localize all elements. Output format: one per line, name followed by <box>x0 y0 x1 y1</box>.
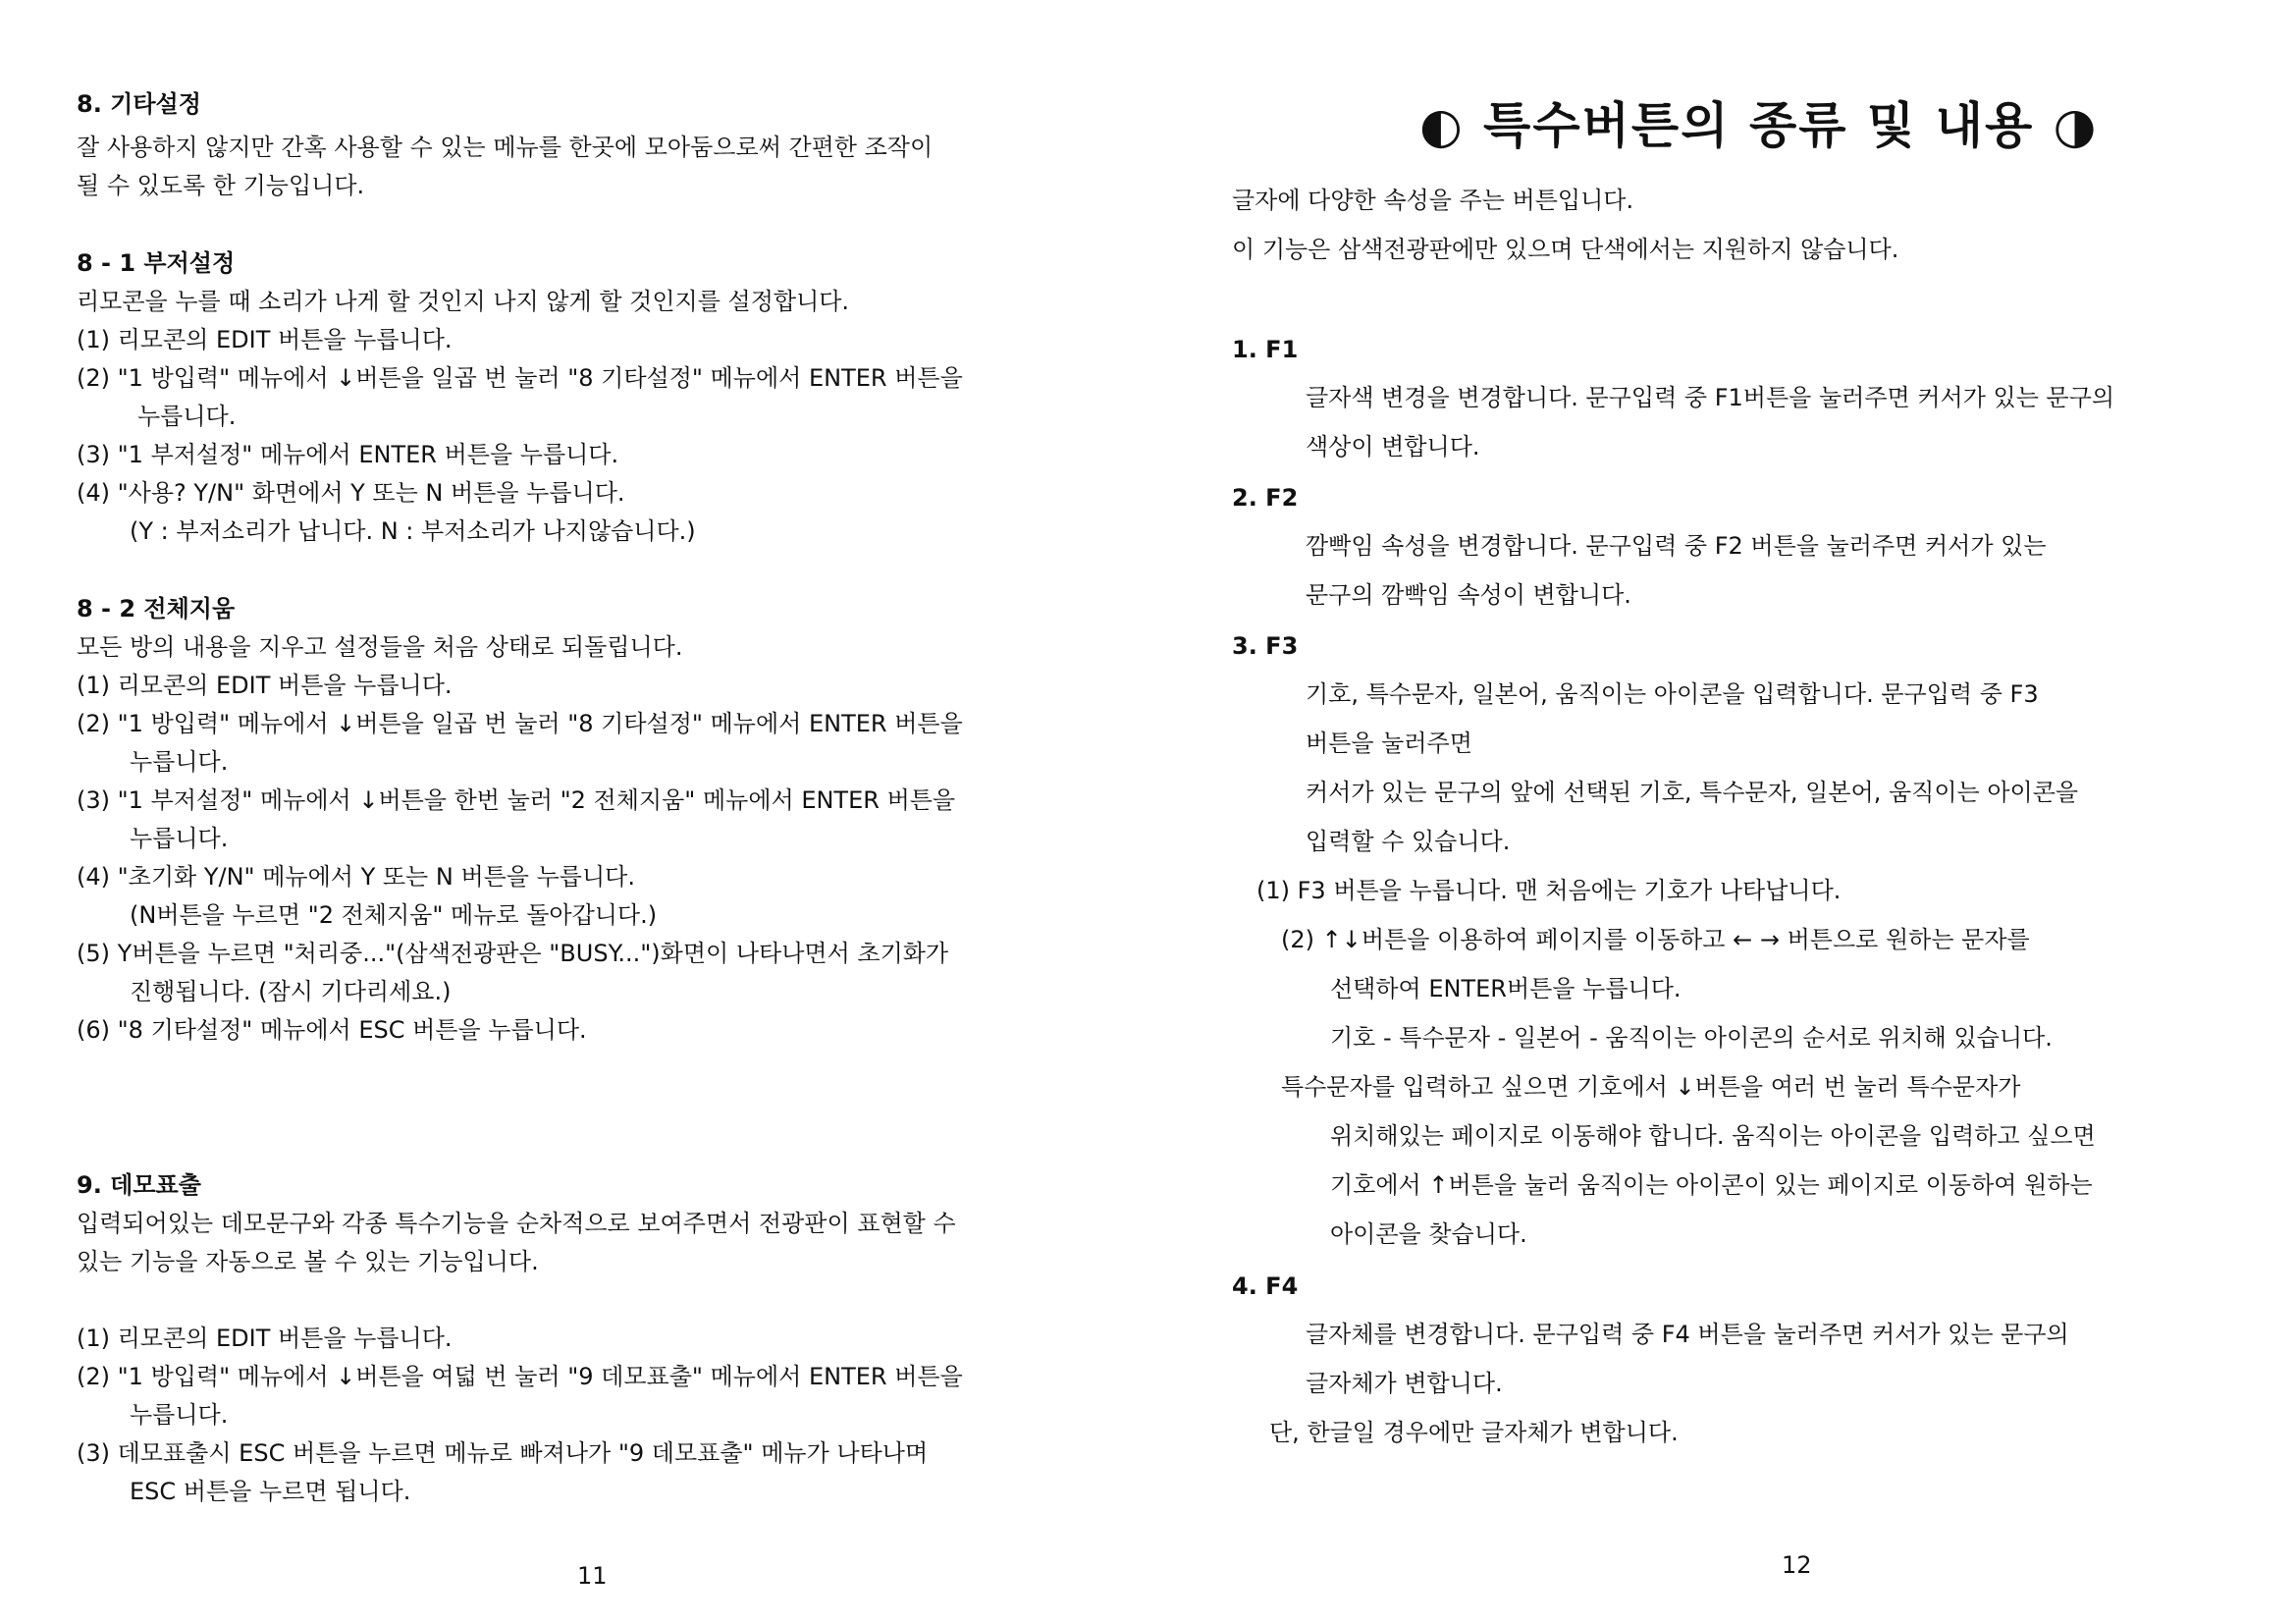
f3-line: (2) ↑↓버튼을 이용하여 페이지를 이동하고 ← → 버튼으로 원하는 문자를 <box>1281 926 2030 953</box>
f4-line: 단, 한글일 경우에만 글자체가 변합니다. <box>1269 1419 1679 1446</box>
f2-line: 문구의 깜빡임 속성이 변합니다. <box>1306 581 1631 609</box>
section-9-line: (3) 데모표출시 ESC 버튼을 누르면 메뉴로 빠져나가 "9 데모표출" 메뉴가 나타나며 <box>77 1439 929 1467</box>
f1-title: 1. F1 <box>1232 336 1299 363</box>
section-8-2-line: (4) "초기화 Y/N" 메뉴에서 Y 또는 N 버튼을 누릅니다. <box>77 863 635 891</box>
f1-line: 글자색 변경을 변경합니다. 문구입력 중 F1버튼을 눌러주면 커서가 있는 문구의 <box>1306 384 2115 411</box>
left-page <box>0 0 1139 1623</box>
section-8-1-line: 누릅니다. <box>137 403 237 430</box>
section-8-1-line: (1) 리모콘의 EDIT 버튼을 누릅니다. <box>77 326 453 353</box>
f3-line: 위치해있는 페이지로 이동해야 합니다. 움직이는 아이콘을 입력하고 싶으면 <box>1330 1122 2096 1150</box>
section-8-2-line: 누릅니다. <box>130 748 229 776</box>
f3-line: 특수문자를 입력하고 싶으면 기호에서 ↓버튼을 여러 번 눌러 특수문자가 <box>1281 1073 2021 1101</box>
section-8-2-line: 모든 방의 내용을 지우고 설정들을 처음 상태로 되돌립니다. <box>77 633 683 661</box>
section-8-1-title: 8 - 1 부저설정 <box>77 249 236 277</box>
f4-line: 글자체가 변합니다. <box>1306 1370 1503 1397</box>
section-8-1-line: (Y : 부저소리가 납니다. N : 부저소리가 나지않습니다.) <box>130 517 696 545</box>
section-8-intro-line: 잘 사용하지 않지만 간혹 사용할 수 있는 메뉴를 한곳에 모아둠으로써 간편한 조작이 <box>77 134 934 161</box>
f3-line: 기호 - 특수문자 - 일본어 - 움직이는 아이콘의 순서로 위치해 있습니다. <box>1330 1024 2053 1052</box>
f3-line: 커서가 있는 문구의 앞에 선택된 기호, 특수문자, 일본어, 움직이는 아이콘을 <box>1306 779 2079 806</box>
section-8-1-line: (4) "사용? Y/N" 화면에서 Y 또는 N 버튼을 누릅니다. <box>77 479 625 507</box>
f2-title: 2. F2 <box>1232 484 1299 512</box>
section-8-1-line: (3) "1 부저설정" 메뉴에서 ENTER 버튼을 누릅니다. <box>77 441 619 468</box>
section-8-title: 8. 기타설정 <box>77 90 201 118</box>
f2-line: 깜빡임 속성을 변경합니다. 문구입력 중 F2 버튼을 눌러주면 커서가 있는 <box>1306 532 2047 560</box>
f4-title: 4. F4 <box>1232 1272 1299 1300</box>
section-9-line: ESC 버튼을 누르면 됩니다. <box>130 1478 411 1505</box>
section-8-2-line: 누릅니다. <box>130 825 229 852</box>
section-9-line: (2) "1 방입력" 메뉴에서 ↓버튼을 여덟 번 눌러 "9 데모표출" 메뉴에서 ENTER 버튼을 <box>77 1363 963 1390</box>
section-8-2-line: (N버튼을 누르면 "2 전체지움" 메뉴로 돌아갑니다.) <box>130 901 658 929</box>
section-8-2-line: (1) 리모콘의 EDIT 버튼을 누릅니다. <box>77 672 453 699</box>
f3-line: (1) F3 버튼을 누릅니다. 맨 처음에는 기호가 나타납니다. <box>1256 877 1842 904</box>
section-8-2-line: (5) Y버튼을 누르면 "처리중..."(삼색전광판은 "BUSY...")화면이 나타나면서 초기화가 <box>77 940 949 967</box>
f3-line: 선택하여 ENTER버튼을 누릅니다. <box>1330 975 1682 1002</box>
page-title: ◐ 특수버튼의 종류 및 내용 ◑ <box>1419 97 2099 154</box>
right-intro-line: 글자에 다양한 속성을 주는 버튼입니다. <box>1232 187 1634 214</box>
section-8-2-line: (2) "1 방입력" 메뉴에서 ↓버튼을 일곱 번 눌러 "8 기타설정" 메뉴에서 ENTER 버튼을 <box>77 710 963 737</box>
f3-title: 3. F3 <box>1232 632 1299 660</box>
f4-line: 글자체를 변경합니다. 문구입력 중 F4 버튼을 눌러주면 커서가 있는 문구의 <box>1306 1321 2069 1348</box>
f3-line: 기호, 특수문자, 일본어, 움직이는 아이콘을 입력합니다. 문구입력 중 F3 <box>1306 680 2039 708</box>
right-page <box>1139 0 2296 1623</box>
section-8-intro-line: 될 수 있도록 한 기능입니다. <box>77 172 365 199</box>
section-8-1-line: 리모콘을 누를 때 소리가 나게 할 것인지 나지 않게 할 것인지를 설정합니다. <box>77 288 850 315</box>
section-9-title: 9. 데모표출 <box>77 1171 201 1199</box>
section-9-intro-line: 입력되어있는 데모문구와 각종 특수기능을 순차적으로 보여주면서 전광판이 표현할 수 <box>77 1210 956 1237</box>
f3-line: 아이콘을 찾습니다. <box>1330 1220 1527 1248</box>
section-8-2-line: (6) "8 기타설정" 메뉴에서 ESC 버튼을 누릅니다. <box>77 1016 587 1044</box>
f1-line: 색상이 변합니다. <box>1306 433 1480 460</box>
section-8-2-line: (3) "1 부저설정" 메뉴에서 ↓버튼을 한번 눌러 "2 전체지움" 메뉴에서 ENTER 버튼을 <box>77 786 956 814</box>
section-8-1-line: (2) "1 방입력" 메뉴에서 ↓버튼을 일곱 번 눌러 "8 기타설정" 메뉴에서 ENTER 버튼을 <box>77 364 963 392</box>
f3-line: 기호에서 ↑버튼을 눌러 움직이는 아이콘이 있는 페이지로 이동하여 원하는 <box>1330 1171 2093 1199</box>
f3-line: 버튼을 눌러주면 <box>1306 730 1472 757</box>
page-number: 11 <box>577 1562 608 1590</box>
page-number: 12 <box>1782 1551 1812 1579</box>
section-9-line: 누릅니다. <box>130 1401 229 1429</box>
section-8-2-line: 진행됩니다. (잠시 기다리세요.) <box>130 978 452 1005</box>
section-9-line: (1) 리모콘의 EDIT 버튼을 누릅니다. <box>77 1325 453 1352</box>
right-intro-line: 이 기능은 삼색전광판에만 있으며 단색에서는 지원하지 않습니다. <box>1232 236 1899 263</box>
section-9-intro-line: 있는 기능을 자동으로 볼 수 있는 기능입니다. <box>77 1248 539 1275</box>
f3-line: 입력할 수 있습니다. <box>1306 828 1511 855</box>
section-8-2-title: 8 - 2 전체지움 <box>77 595 236 622</box>
